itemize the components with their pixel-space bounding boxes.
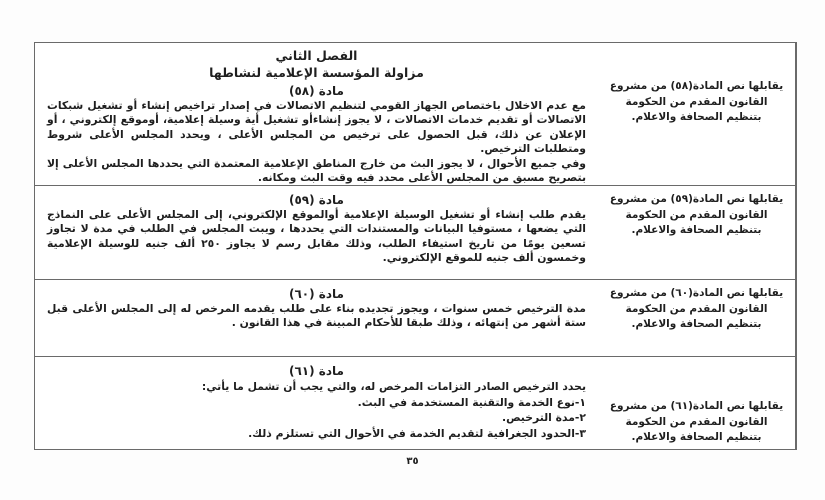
page-number: ٣٥ (406, 456, 419, 467)
article-60-paragraph-1: مدة الترخيص خمس سنوات ، ويجوز تجديده بناء على طلب يقدمه المرخص له إلى المجلس الأعلى قبل ستة أشهر من إنتهائه ، وذلك طبقا للأحكام المبينة في هذا القانون . (47, 302, 586, 330)
chapter-subtitle: مزاولة المؤسسة الإعلامية لنشاطها (209, 65, 424, 80)
article-61-heading: مادة (٦١) (289, 364, 344, 378)
article-58-heading: مادة (٥٨) (289, 84, 344, 98)
table-row-article-61 (35, 356, 796, 449)
article-61-item-3: ٣-الحدود الجغرافية لتقديم الخدمة في الأحوال التي تستلزم ذلك. (248, 426, 586, 440)
article-59-heading: مادة (٥٩) (289, 193, 344, 207)
note-cell-60 (598, 280, 796, 356)
note-60-text: يقابلها نص المادة(٦٠) من مشروع القانون المقدم من الحكومة بتنظيم الصحافة والاعلام. (609, 287, 784, 330)
note-59-text: يقابلها نص المادة(٥٩) من مشروع القانون المقدم من الحكومة بتنظيم الصحافة والاعلام. (609, 193, 784, 236)
article-61-cell (35, 357, 598, 449)
note-61-text: يقابلها نص المادة(٦١) من مشروع القانون المقدم من الحكومة بتنظيم الصحافة والاعلام. (609, 400, 784, 443)
chapter-title: الفصل الثاني (275, 48, 358, 63)
article-61-item-2: ٢-مدة الترخيص. (501, 411, 586, 424)
note-cell-61 (598, 357, 796, 449)
article-59-paragraph-1: يقدم طلب إنشاء أو تشغيل الوسيلة الإعلامية أوالموقع الإلكتروني، إلى المجلس الأعلى على النماذج التي يضعها ، مستوفيا البيانات والمستندات التي يحددها ، ويبت المجلس في الطلب في مدة لا تجاوز تسعين يومًا من تاريخ استيفاء الطلب، وذلك مقابل رسم لا يجاوز ٢٥٠ ألف جنيه للوسيلة الإعلامية وخمسون ألف جنيه للموقع الإلكتروني. (47, 208, 586, 265)
article-61-item-1: ١-نوع الخدمة والتقنية المستخدمة في البث. (357, 395, 586, 409)
article-58-paragraph-1: مع عدم الاخلال باختصاص الجهاز القومي لتنظيم الاتصالات في إصدار تراخيص إنشاء أو تشغيل شبكات الاتصالات أو تقديم خدمات الاتصالات ، لا يجوز إنشاءأو تشغيل أية وسيلة إعلامية، أوموقع إلكتروني ، أو الإعلان عن ذلك، قبل الحصول على ترخيص من المجلس الأعلى ، ويحدد المجلس الأعلى شروط ومتطلبات الترخيص. (47, 99, 586, 156)
note-cell-58 (598, 43, 796, 185)
table-row-article-58 (35, 43, 796, 185)
article-58-cell (35, 43, 598, 185)
note-cell-59 (598, 186, 796, 279)
article-58-paragraph-2: وفي جميع الأحوال ، لا يجوز البث من خارج المناطق الإعلامية المعتمدة التي يحددها المجلس الأعلى إلا بتصريح مسبق من المجلس الأعلى محدد فيه وقت البث ومكانه. (47, 156, 586, 185)
note-58-text: يقابلها نص المادة(٥٨) من مشروع القانون المقدم من الحكومة بتنظيم الصحافة والاعلام. (609, 80, 784, 123)
article-61-intro: يحدد الترخيص الصادر التزامات المرخص له، والتي يجب أن تشمل ما يأتي: (201, 380, 586, 393)
article-59-cell (35, 186, 598, 279)
table-row-article-59 (35, 185, 796, 279)
article-60-heading: مادة (٦٠) (289, 287, 344, 301)
table-row-article-60 (35, 279, 796, 356)
article-60-cell (35, 280, 598, 356)
comparison-table (34, 42, 797, 450)
